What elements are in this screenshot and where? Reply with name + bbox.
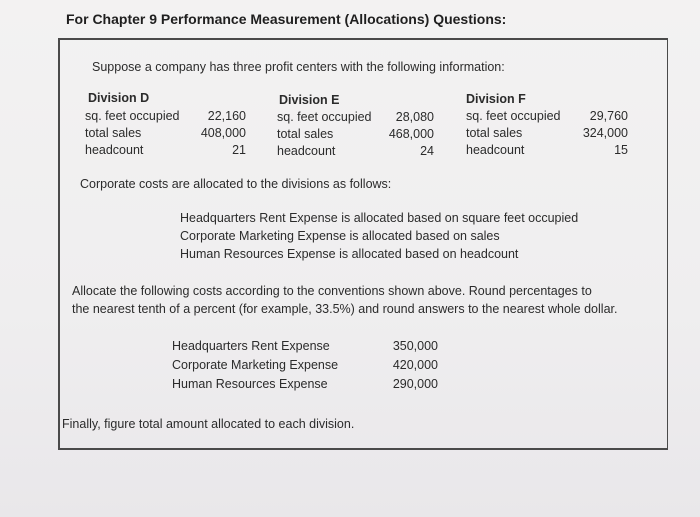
division-d-name: Division D — [88, 91, 150, 105]
instructions-line-1: Allocate the following costs according to the conventions shown above. Round percentages to — [72, 284, 592, 298]
intro-text: Suppose a company has three profit centers with the following information: — [92, 60, 505, 74]
problem-box — [58, 38, 668, 450]
division-d-headcount-label: headcount — [85, 143, 144, 157]
division-e-headcount-label: headcount — [277, 144, 336, 158]
division-f-sqft-value: 29,760 — [589, 109, 628, 123]
division-d-sales-label: total sales — [85, 126, 142, 140]
cost-rent-label: Headquarters Rent Expense — [172, 339, 330, 353]
instructions-line-2: the nearest tenth of a percent (for example, 33.5%) and round answers to the nearest whole dollar. — [72, 302, 618, 316]
cost-marketing-label: Corporate Marketing Expense — [172, 358, 339, 372]
corporate-intro: Corporate costs are allocated to the divisions as follows: — [80, 177, 392, 191]
division-d-sales-value: 408,000 — [200, 126, 246, 140]
page-title: For Chapter 9 Performance Measurement (Allocations) Questions: — [66, 11, 507, 27]
cost-hr-label: Human Resources Expense — [172, 377, 328, 391]
division-e-sales-label: total sales — [277, 127, 334, 141]
rule-rent: Headquarters Rent Expense is allocated based on square feet occupied — [180, 211, 579, 225]
division-e-sales-value: 468,000 — [388, 127, 434, 141]
cost-marketing-value: 420,000 — [392, 358, 438, 372]
rule-hr: Human Resources Expense is allocated based on headcount — [180, 247, 519, 261]
division-f-sales-value: 324,000 — [582, 126, 628, 140]
division-f-name: Division F — [466, 92, 526, 106]
rule-marketing: Corporate Marketing Expense is allocated based on sales — [180, 229, 500, 243]
division-d-sqft-value: 22,160 — [207, 109, 246, 123]
division-f-headcount-label: headcount — [466, 143, 525, 157]
division-e-name: Division E — [279, 93, 340, 107]
final-instruction: Finally, figure total amount allocated to each division. — [62, 417, 355, 431]
cost-rent-value: 350,000 — [392, 339, 438, 353]
division-f-sales-label: total sales — [466, 126, 523, 140]
division-f-headcount-value: 15 — [614, 143, 628, 157]
division-e-sqft-value: 28,080 — [395, 110, 434, 124]
cost-hr-value: 290,000 — [392, 377, 438, 391]
division-e-sqft-label: sq. feet occupied — [277, 110, 372, 124]
division-d-sqft-label: sq. feet occupied — [85, 109, 180, 123]
division-f-sqft-label: sq. feet occupied — [466, 109, 561, 123]
division-d-headcount-value: 21 — [232, 143, 246, 157]
division-e-headcount-value: 24 — [420, 144, 434, 158]
